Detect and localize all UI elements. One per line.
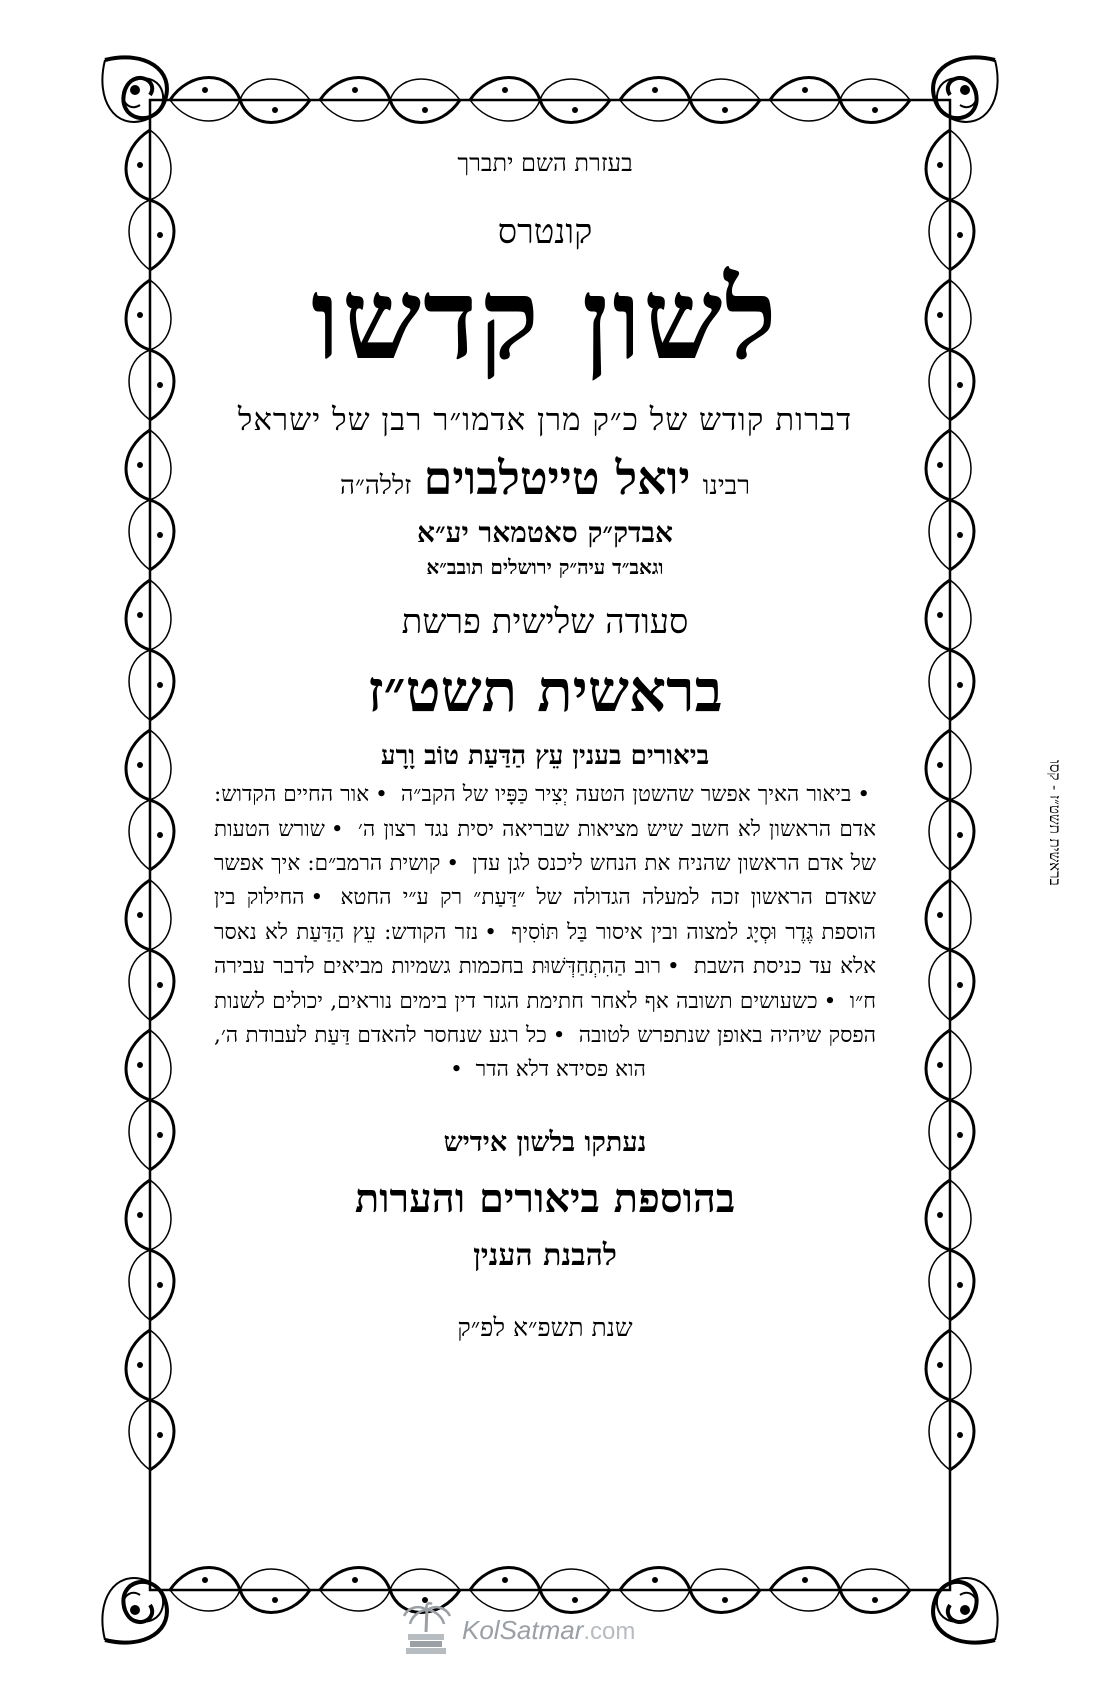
seudah-line: סעודה שלישית פרשת <box>401 602 689 643</box>
topic-bullet: • <box>450 1057 463 1083</box>
year-line: שנת תשפ״א לפ״ק <box>457 1313 633 1343</box>
rabbi-suffix: זללה״ה <box>340 471 412 502</box>
topics-list <box>214 778 876 1088</box>
kuntres-label: קונטרס <box>497 212 593 253</box>
watermark-brand: KolSatmar <box>462 1614 584 1645</box>
rabbi-name: יואל טייטלבוים <box>423 451 691 506</box>
watermark <box>400 1600 700 1660</box>
palm-tree-books-icon <box>400 1602 452 1658</box>
topic-item: נזר הקודש: עֵץ הַדַּעַת לא נאסר אלא עד כניסת השבת <box>214 919 876 980</box>
watermark-tld: .com <box>583 1617 636 1645</box>
topic-item: שורש הטעות של אדם הראשון שהניח את הנחש ליכנס לגן עדן <box>214 816 876 877</box>
subtitle: דברות קודש של כ״ק מרן אדמו״ר רבן של ישראל <box>237 401 853 438</box>
title-page-content <box>200 130 890 1570</box>
gaavad-title: וגאב״ד עיה״ק ירושלים תובב״א <box>426 555 664 580</box>
topic-item: ביאור האיך אפשר שהשטן הטעה יְצִיר כַּפָּיו של הקב״ה <box>400 782 852 808</box>
understanding-line: להבנת הענין <box>473 1238 617 1274</box>
topic-item: החילוק בין הוספת גֶּדֶר וּסְיָג למצוה ובין איסור בַּל תּוֹסִיף <box>214 885 876 945</box>
topic-item: כשעושים תשובה אף לאחר חתימת הגזר דין בימים נוראים, יכולים לשנות הפסק שיהיה באופן שנתפרש לטובה <box>214 988 876 1048</box>
translated-line: נעתקו בלשון אידיש <box>443 1126 647 1158</box>
additions-line: בהוספת ביאורים והערות <box>354 1175 736 1223</box>
topic-bullet: • <box>375 782 388 808</box>
topics-heading: ביאורים בענין עֵץ הַדַּעַת טוֹב וָרָע <box>380 740 710 771</box>
watermark-text <box>462 1615 635 1646</box>
rabbi-prefix: רבינו <box>702 471 750 502</box>
topic-item: כל רגע שנחסר להאדם דַּעַת לעבודת ה׳, הוא פסידא דלא הדר <box>214 1022 646 1083</box>
topic-item: אור החיים הקדוש: אדם הראשון לא חשב שיש מציאות שבריאה יסית נגד רצון ה׳ <box>214 782 877 842</box>
topic-bullet: • <box>823 988 837 1014</box>
besiyata-heading: בעזרת השם יתברך <box>457 149 633 177</box>
rabbi-line <box>200 453 890 504</box>
main-title: לשון קדשו <box>311 253 779 385</box>
topic-bullet: • <box>330 816 344 842</box>
parsha-title: בראשית תשט״ז <box>367 656 723 725</box>
topic-bullet: • <box>667 954 680 980</box>
topic-bullet: • <box>484 919 497 945</box>
topic-bullet: • <box>857 782 870 808</box>
topic-bullet: • <box>446 851 460 877</box>
topic-bullet: • <box>552 1022 566 1048</box>
page-side-note: בראשית תשט״ז - קסו <box>1046 760 1064 886</box>
topic-bullet: • <box>310 885 324 911</box>
topic-item: רוב הַהִתְחַדְּשׁוּת בחכמות גשמיות מביאים לדבר עבירה ח״ו <box>214 954 876 1014</box>
topic-item: קושית הרמב״ם: איך אפשר שאדם הראשון זכה למעלה הגדולה של ״דַּעַת״ רק ע״י החטא <box>214 851 876 911</box>
av-beis-din-title: אבדק״ק סאטמאר יע״א <box>417 515 673 549</box>
